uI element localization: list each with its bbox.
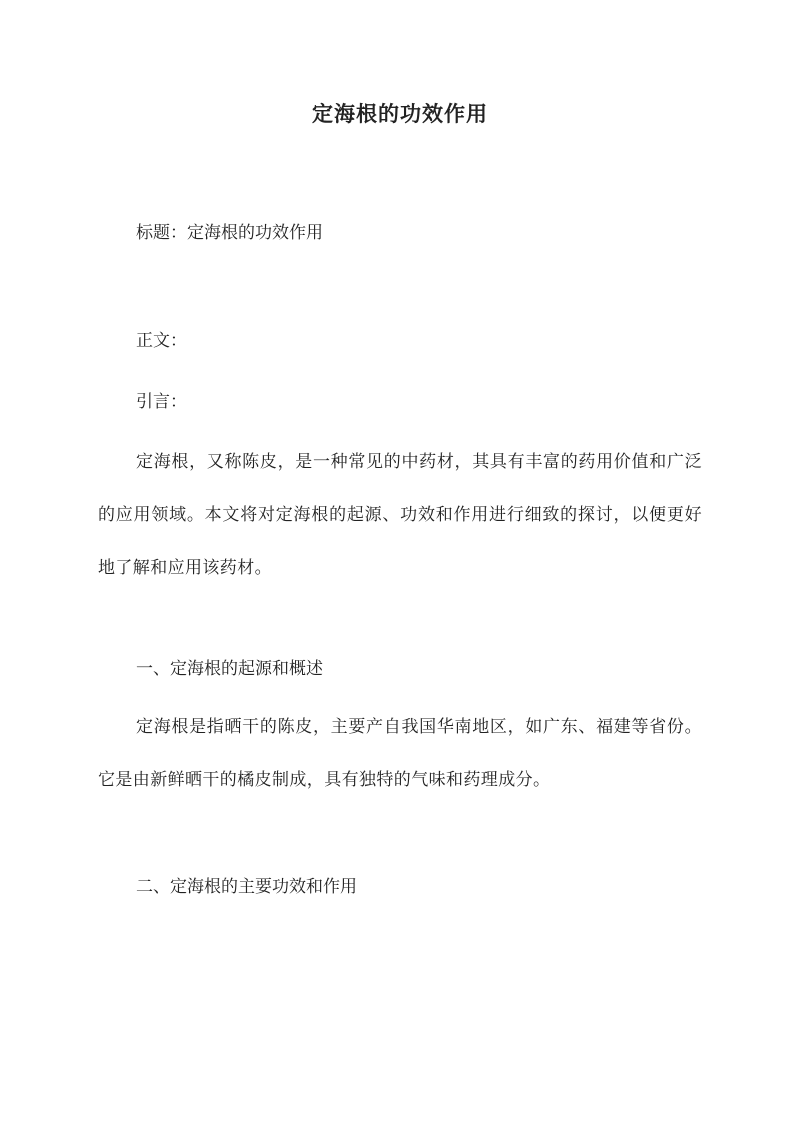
- section1-heading: 一、定海根的起源和概述: [136, 659, 323, 679]
- intro-label: 引言：: [136, 392, 187, 412]
- intro-paragraph: 定海根，又称陈皮，是一种常见的中药材，其具有丰富的药用价值和广泛的应用领域。本文将对定海根的起源、功效和作用进行细致的探讨，以便更好地了解和应用该药材。: [98, 452, 702, 578]
- subject-line: 标题：定海根的功效作用: [136, 223, 323, 243]
- document-title: 定海根的功效作用: [312, 101, 488, 126]
- section2-heading: 二、定海根的主要功效和作用: [136, 877, 357, 897]
- body-label: 正文：: [136, 331, 187, 351]
- section1-paragraph: 定海根是指晒干的陈皮，主要产自我国华南地区，如广东、福建等省份。它是由新鲜晒干的橘皮制成，具有独特的气味和药理成分。: [98, 717, 702, 790]
